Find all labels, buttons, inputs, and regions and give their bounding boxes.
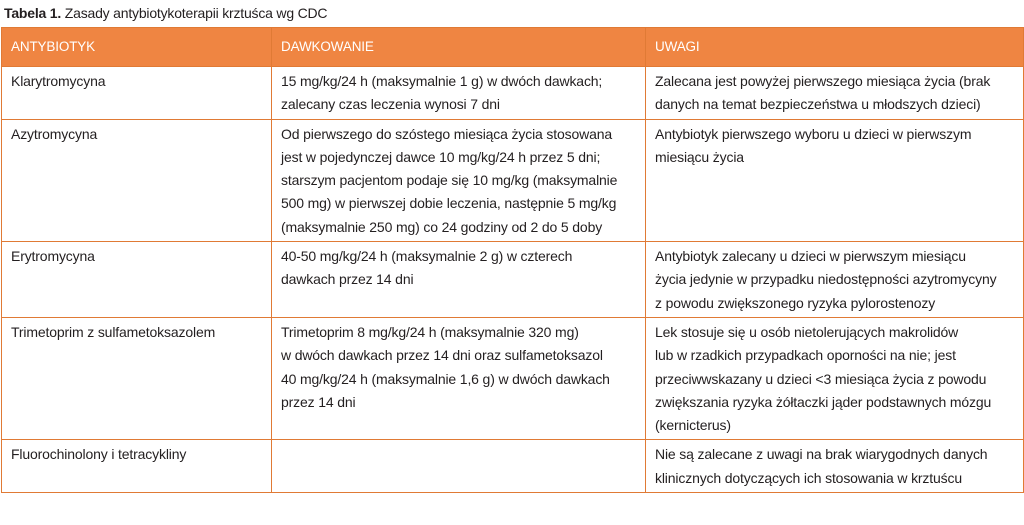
notes-line: (kernicterus) <box>655 417 731 434</box>
table-row <box>2 242 1024 318</box>
dosage-line: 40 mg/kg/24 h (maksymalnie 1,6 g) w dwóch dawkach <box>281 370 610 387</box>
cell-antibiotic <box>2 242 272 318</box>
dosage-line: dawkach przez 14 dni <box>281 271 414 288</box>
header-antibiotic: ANTYBIOTYK <box>2 28 272 67</box>
cell-dosage <box>272 242 646 318</box>
antibiotic-name: Fluorochinolony i tetracykliny <box>11 446 187 463</box>
notes-line: danych na temat bezpieczeństwa u młodszych dzieci) <box>655 96 981 113</box>
cell-antibiotic <box>2 67 272 120</box>
notes-line: klinicznych dotyczących ich stosowania w krztuścu <box>655 469 962 486</box>
table-row <box>2 119 1024 241</box>
dosage-line: Trimetoprim 8 mg/kg/24 h (maksymalnie 320 mg) <box>281 323 579 340</box>
header-notes: UWAGI <box>646 28 1024 67</box>
dosage-line: 15 mg/kg/24 h (maksymalnie 1 g) w dwóch dawkach; <box>281 73 603 89</box>
table-header-row <box>2 28 1024 67</box>
table-row <box>2 440 1024 493</box>
cell-dosage <box>272 317 646 439</box>
antibiotic-name: Trimetoprim z sulfametoksazolem <box>11 323 216 340</box>
cell-notes <box>646 119 1024 241</box>
dosage-line: zalecany czas leczenia wynosi 7 dni <box>281 96 500 113</box>
caption-label: Tabela 1. <box>4 5 62 21</box>
dosage-line: przez 14 dni <box>281 393 356 410</box>
cell-notes <box>646 317 1024 439</box>
antibiotic-table <box>1 27 1024 493</box>
notes-line: przeciwwskazany u dzieci <3 miesiąca życia z powodu <box>655 370 987 387</box>
antibiotic-name: Azytromycyna <box>11 125 98 142</box>
antibiotic-name: Erytromycyna <box>11 248 95 265</box>
dosage-line: (maksymalnie 250 mg) co 24 godziny od 2 do 5 doby <box>281 218 603 235</box>
cell-antibiotic <box>2 440 272 493</box>
dosage-line: jest w pojedynczej dawce 10 mg/kg/24 h przez 5 dni; <box>281 148 601 165</box>
notes-line: Nie są zalecane z uwagi na brak wiarygodnych danych <box>655 446 988 463</box>
notes-line: Zalecana jest powyżej pierwszego miesiąca życia (brak <box>655 73 991 89</box>
cell-notes <box>646 440 1024 493</box>
antibiotic-name: Klarytromycyna <box>11 73 106 89</box>
notes-line: Antybiotyk zalecany u dzieci w pierwszym miesiącu <box>655 248 966 265</box>
cell-notes <box>646 242 1024 318</box>
cell-antibiotic <box>2 119 272 241</box>
dosage-line: 40-50 mg/kg/24 h (maksymalnie 2 g) w czterech <box>281 248 573 265</box>
notes-line: Antybiotyk pierwszego wyboru u dzieci w pierwszym <box>655 125 972 142</box>
table-row <box>2 317 1024 439</box>
notes-line: zwiększania ryzyka żółtaczki jąder podstawnych mózgu <box>655 393 992 410</box>
table-row <box>2 67 1024 120</box>
dosage-line: w dwóch dawkach przez 14 dni oraz sulfametoksazol <box>281 347 603 364</box>
notes-line: życia jedynie w przypadku niedostępności azytromycyny <box>655 271 997 288</box>
notes-line: z powodu zwiększonego ryzyka pylorostenozy <box>655 294 936 311</box>
notes-line: lub w rzadkich przypadkach oporności na nie; jest <box>655 347 956 364</box>
cell-dosage <box>272 119 646 241</box>
dosage-line: 500 mg) w pierwszej dobie leczenia, następnie 5 mg/kg <box>281 195 617 212</box>
dosage-line: Od pierwszego do szóstego miesiąca życia stosowana <box>281 125 613 142</box>
dosage-line: starszym pacjentom podaje się 10 mg/kg (maksymalnie <box>281 172 618 189</box>
caption-title: Zasady antybiotykoterapii krztuśca wg CDC <box>61 5 328 21</box>
table-caption <box>4 4 327 26</box>
header-dosage: DAWKOWANIE <box>272 28 646 67</box>
cell-dosage <box>272 440 646 493</box>
cell-antibiotic <box>2 317 272 439</box>
notes-line: miesiącu życia <box>655 148 744 165</box>
cell-dosage <box>272 67 646 120</box>
notes-line: Lek stosuje się u osób nietolerujących makrolidów <box>655 323 959 340</box>
cell-notes <box>646 67 1024 120</box>
